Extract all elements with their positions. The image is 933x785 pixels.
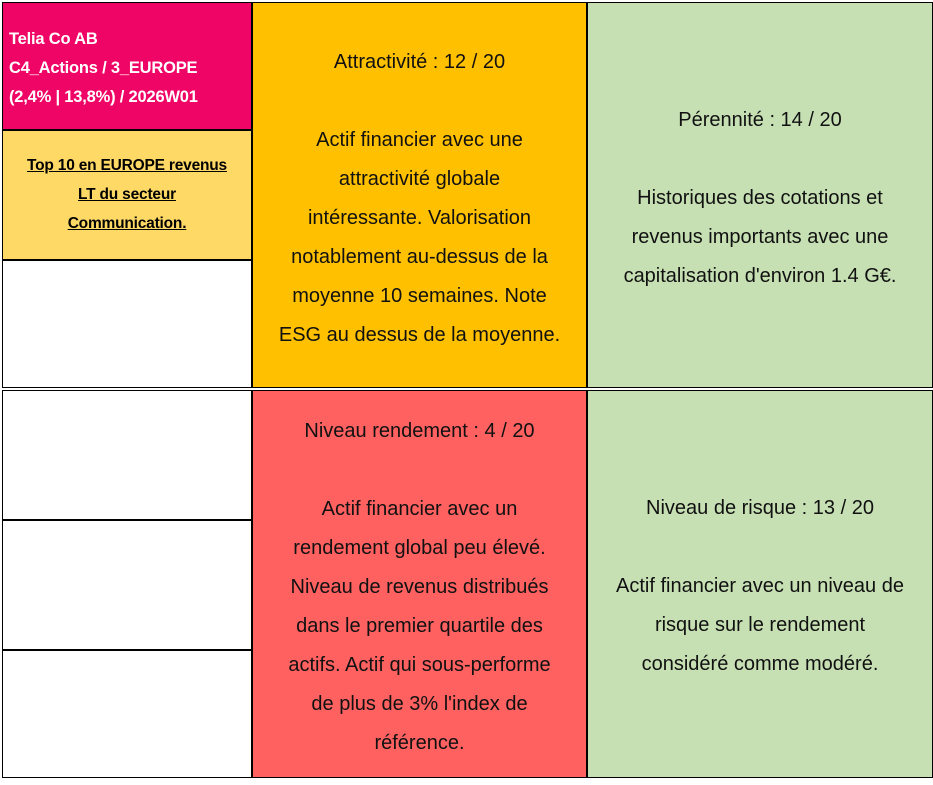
perennite-text: capitalisation d'environ 1.4 G€. — [623, 265, 897, 287]
attractivite-text: attractivité globale — [338, 168, 501, 190]
attractivite-text: intéressante. Valorisation — [307, 207, 532, 229]
ranking-cell — [2, 130, 252, 260]
perennite-title: Pérennité : 14 / 20 — [678, 109, 842, 131]
asset-metrics: (2,4% | 13,8%) / 2026W01 — [9, 88, 198, 106]
empty-cell — [2, 650, 252, 778]
asset-name: Telia Co AB — [9, 30, 98, 48]
ranking-line: Top 10 en EUROPE revenus — [27, 157, 227, 174]
asset-identity-cell — [2, 2, 252, 130]
ranking-line: LT du secteur — [78, 186, 176, 203]
asset-category: C4_Actions / 3_EUROPE — [9, 59, 198, 77]
rendement-text: rendement global peu élevé. — [293, 537, 546, 559]
empty-cell — [2, 390, 252, 520]
risque-text: Actif financier avec un niveau de — [616, 575, 904, 597]
risque-cell — [587, 390, 933, 778]
rendement-cell — [252, 390, 587, 778]
rendement-text: Niveau de revenus distribués — [290, 576, 549, 598]
attractivite-text: ESG au dessus de la moyenne. — [278, 324, 561, 346]
rendement-text: Actif financier avec un — [321, 498, 518, 520]
attractivite-text: moyenne 10 semaines. Note — [292, 285, 547, 307]
risque-title: Niveau de risque : 13 / 20 — [646, 497, 874, 519]
rendement-text: de plus de 3% l'index de — [311, 693, 528, 715]
attractivite-cell — [252, 2, 587, 388]
attractivite-title: Attractivité : 12 / 20 — [333, 51, 506, 73]
ranking-line: Communication. — [67, 215, 187, 232]
risque-text: risque sur le rendement — [654, 614, 866, 636]
risque-text: considéré comme modéré. — [641, 653, 879, 675]
attractivite-text: notablement au-dessus de la — [291, 246, 548, 268]
attractivite-text: Actif financier avec une — [316, 129, 523, 151]
empty-cell — [2, 260, 252, 388]
rendement-text: référence. — [374, 732, 465, 754]
perennite-cell — [587, 2, 933, 388]
rendement-text: actifs. Actif qui sous-performe — [288, 654, 551, 676]
perennite-text: revenus importants avec une — [631, 226, 889, 248]
rendement-text: dans le premier quartile des — [296, 615, 543, 637]
empty-cell — [2, 520, 252, 650]
rendement-title: Niveau rendement : 4 / 20 — [304, 420, 535, 442]
perennite-text: Historiques des cotations et — [637, 187, 883, 209]
